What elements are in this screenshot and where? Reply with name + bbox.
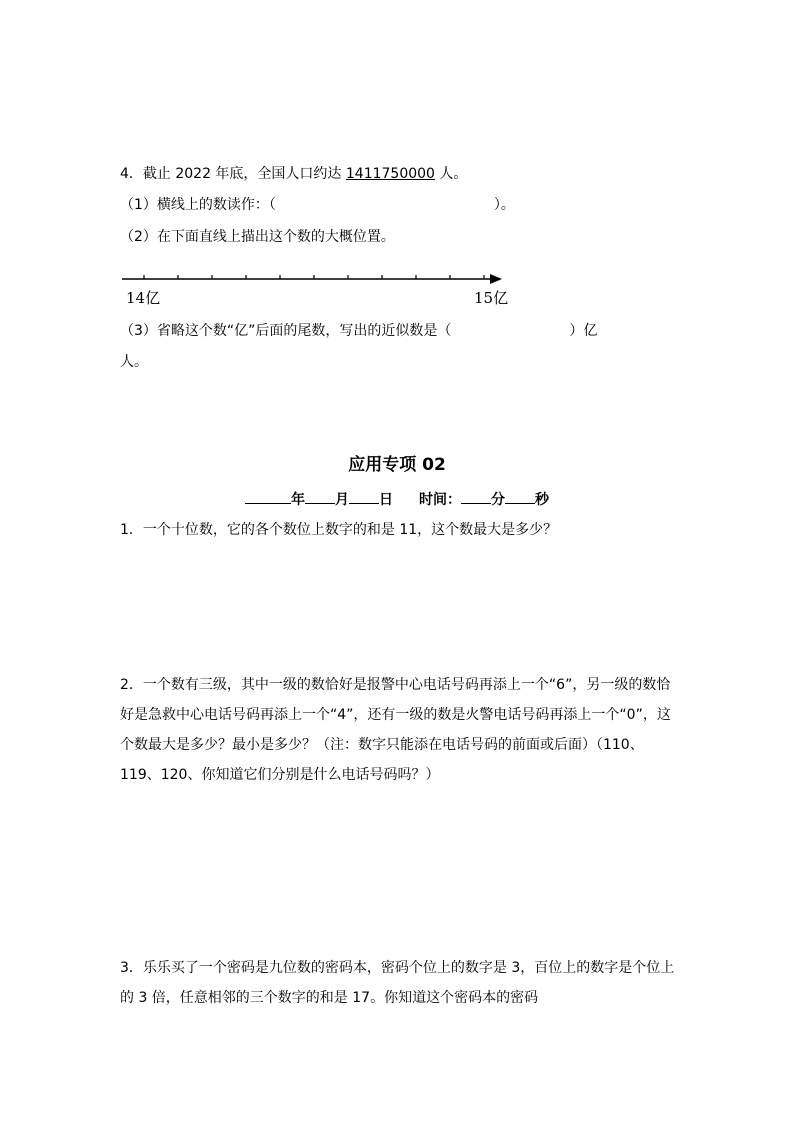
date-time-line: 年 月 日 时间： 分 秒	[0, 487, 794, 509]
axis-end-label: 15亿	[474, 289, 509, 307]
population-number: 1411750000	[345, 166, 435, 182]
number-line	[118, 268, 508, 292]
q4-part2: （2）在下面直线上描出这个数的大概位置。	[120, 229, 395, 245]
number-line-arrow	[490, 274, 502, 284]
year-blank[interactable]	[245, 487, 291, 504]
q4-part3: （3）省略这个数“亿”后面的尾数，写出的近似数是（ ）亿	[120, 323, 598, 339]
q4-part1: （1）横线上的数读作：（ ）。	[120, 197, 515, 213]
minute-blank[interactable]	[461, 487, 491, 504]
problem-1: 1．一个十位数，它的各个数位上数字的和是 11，这个数最大是多少？	[120, 522, 558, 538]
problem-3: 3．乐乐买了一个密码是九位数的密码本，密码个位上的数字是 3，百位上的数字是个位上的 3 倍，任意相邻的三个数字的和是 17。你知道这个密码本的密码	[120, 960, 675, 1006]
axis-start-label: 14亿	[126, 289, 161, 307]
q4-part3-cont: 人。	[120, 354, 148, 370]
second-blank[interactable]	[505, 487, 535, 504]
month-blank[interactable]	[305, 487, 335, 504]
section-title: 应用专项 02	[348, 455, 446, 475]
problem-2: 2．一个数有三级，其中一级的数恰好是报警中心电话号码再添上一个“6”，另一级的数恰好是急救中心电话号码再添上一个“4”，还有一级的数是火警电话号码再添上一个“0”，这个数最大是多少？最小是多少？（注：数字只能添在电话号码的前面或后面）（110、119、120、你知道它们分别是什么电话号码吗？）	[120, 677, 671, 783]
q4-intro: 4．截止 2022 年底，全国人口约达 1411750000 人。	[120, 166, 468, 182]
day-blank[interactable]	[349, 487, 379, 504]
